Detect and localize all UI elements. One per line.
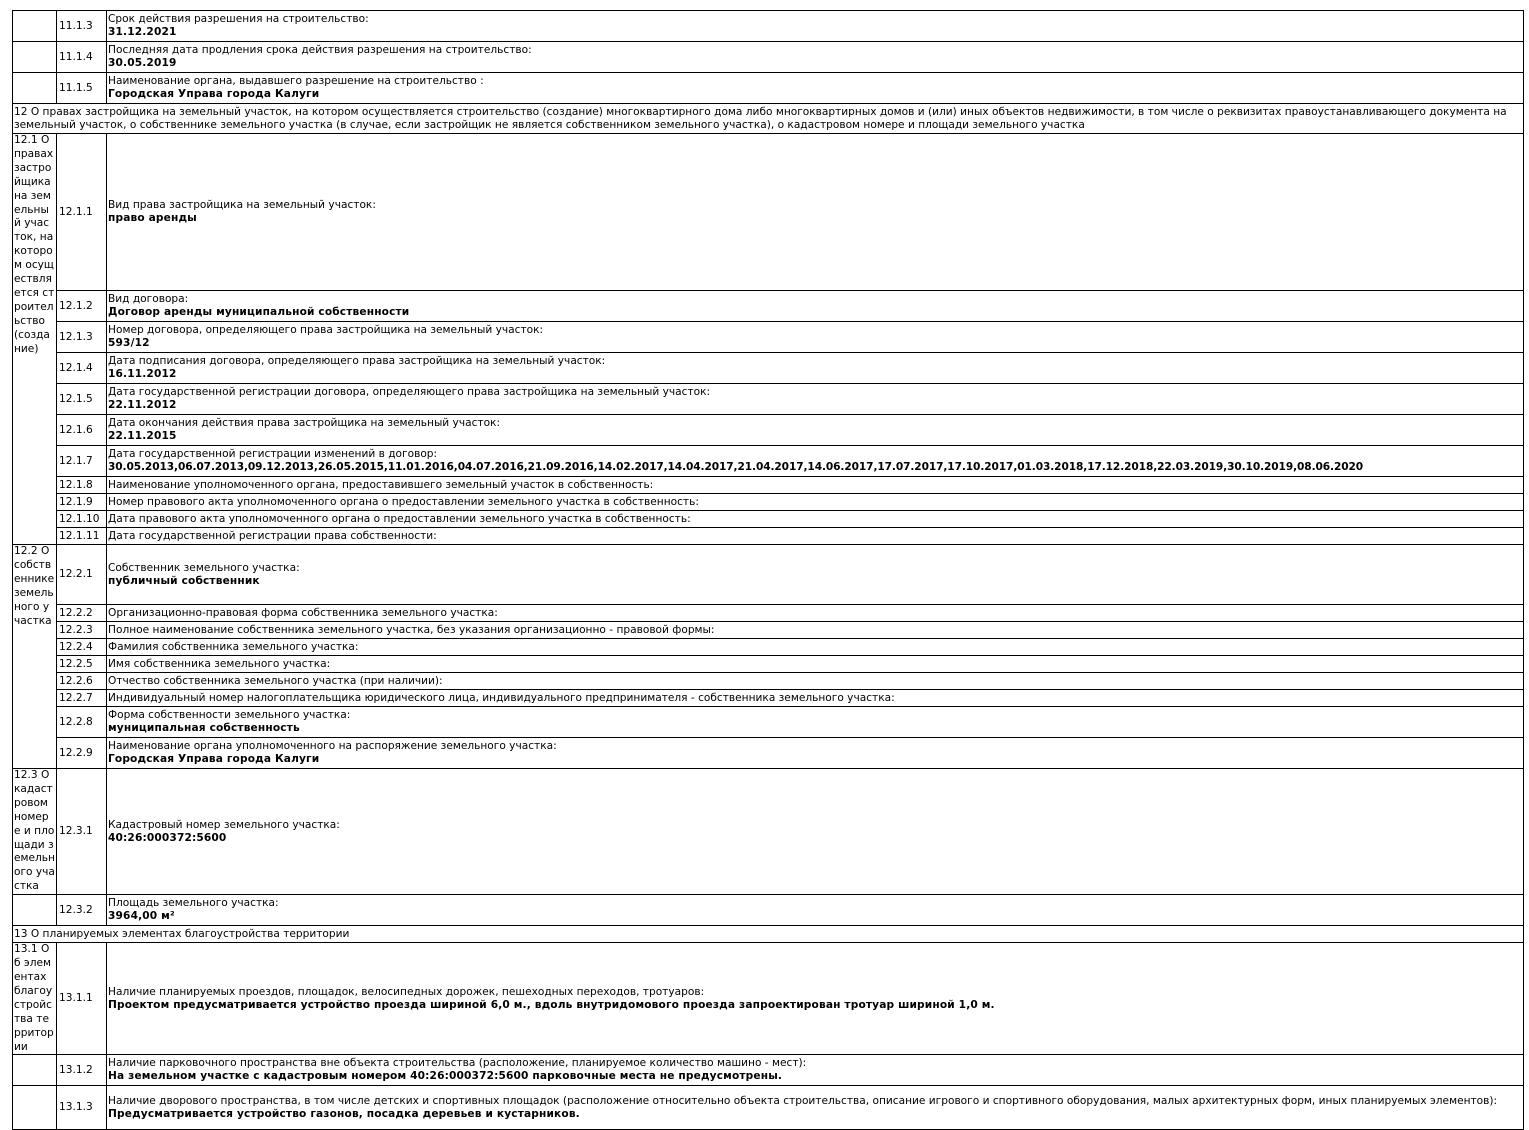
table-row: [13, 545, 1524, 605]
row-number: 12.1.11: [57, 528, 107, 545]
row-value: На земельном участке с кадастровым номером 40:26:000372:5600 парковочные места не предусмотрены.: [108, 1070, 783, 1083]
row-value: 31.12.2021: [108, 26, 177, 38]
row-number: 12.1.8: [57, 477, 107, 494]
row-value: Предусматривается устройство газонов, посадка деревьев и кустарников.: [108, 1107, 580, 1120]
table-row: [13, 707, 1524, 738]
section-row: [13, 926, 1524, 943]
row-label: Наименование органа, выдавшего разрешение на строительство :: [108, 75, 484, 87]
row-number: 13.1.2: [57, 1055, 107, 1086]
row-label: Индивидуальный номер налогоплательщика юридического лица, индивидуального предпринимателя - собственника земельного участка:: [108, 691, 895, 704]
row-number: 12.2.1: [57, 545, 107, 605]
row-value: муниципальная собственность: [108, 722, 300, 734]
section-13-heading: 13 О планируемых элементах благоустройства территории: [13, 926, 1524, 943]
row-label: Вид договора:: [108, 293, 189, 305]
table-row: [13, 690, 1524, 707]
row-value: 30.05.2019: [108, 57, 177, 69]
table-row: [13, 73, 1524, 104]
declaration-table: [12, 10, 1524, 1130]
row-number: 12.3.2: [57, 895, 107, 926]
row-label: Наличие дворового пространства, в том числе детских и спортивных площадок (расположение относительно объекта строительства, описание игрового и спортивного оборудования, малых архитектурных форм, иных планируемых элементов):: [108, 1094, 1498, 1107]
table-row: [13, 291, 1524, 322]
row-value: право аренды: [108, 212, 197, 224]
table-row: [13, 895, 1524, 926]
row-label: Собственник земельного участка:: [108, 561, 300, 574]
row-number: 12.1.3: [57, 322, 107, 353]
table-row: [13, 415, 1524, 446]
group-12-2-label: 12.2 О собственнике земельного участка: [13, 545, 57, 769]
row-value: 16.11.2012: [108, 368, 177, 380]
table-row: [13, 477, 1524, 494]
table-row: [13, 605, 1524, 622]
row-label: Дата государственной регистрации изменений в договор:: [108, 448, 438, 460]
row-label: Дата окончания действия права застройщика на земельный участок:: [108, 417, 501, 429]
row-number: 12.2.5: [57, 656, 107, 673]
row-number: 12.2.7: [57, 690, 107, 707]
row-label: Организационно-правовая форма собственника земельного участка:: [108, 606, 498, 619]
row-value: 593/12: [108, 337, 150, 349]
row-label: Последняя дата продления срока действия разрешения на строительство:: [108, 44, 532, 56]
row-value: публичный собственник: [108, 574, 260, 587]
table-row: [13, 656, 1524, 673]
table-row: [13, 769, 1524, 895]
group-12-3-label: 12.3 О кадастровом номере и площади земельного участка: [13, 769, 57, 895]
row-number: 12.2.3: [57, 622, 107, 639]
row-number: 12.1.6: [57, 415, 107, 446]
row-label: Кадастровый номер земельного участка:: [108, 818, 340, 831]
row-label: Полное наименование собственника земельного участка, без указания организационно - правовой формы:: [108, 623, 715, 636]
row-label: Наличие планируемых проездов, площадок, велосипедных дорожек, пешеходных переходов, тротуаров:: [108, 985, 705, 998]
table-row: [13, 322, 1524, 353]
row-number: 11.1.4: [57, 42, 107, 73]
row-number: 12.3.1: [57, 769, 107, 895]
row-label: Наименование органа уполномоченного на распоряжение земельного участка:: [108, 740, 557, 752]
row-number: 11.1.3: [57, 11, 107, 42]
row-number: 12.1.5: [57, 384, 107, 415]
table-row: [13, 528, 1524, 545]
section-row: [13, 104, 1524, 134]
row-label: Фамилия собственника земельного участка:: [108, 640, 359, 653]
row-number: 12.2.8: [57, 707, 107, 738]
row-label: Номер правового акта уполномоченного органа о предоставлении земельного участка в собственность:: [108, 495, 699, 508]
row-label: Имя собственника земельного участка:: [108, 657, 331, 670]
row-number: 12.1.7: [57, 446, 107, 477]
table-row: [13, 446, 1524, 477]
row-number: 11.1.5: [57, 73, 107, 104]
table-row: [13, 353, 1524, 384]
row-number: 13.1.3: [57, 1086, 107, 1130]
row-value: Проектом предусматривается устройство проезда шириной 6,0 м., вдоль внутридомового проезда запроектирован тротуар шириной 1,0 м.: [108, 998, 995, 1011]
table-row: [13, 639, 1524, 656]
table-row: [13, 511, 1524, 528]
row-number: 12.1.10: [57, 511, 107, 528]
table-row: [13, 1055, 1524, 1086]
row-number: 12.1.4: [57, 353, 107, 384]
row-value: 30.05.2013,06.07.2013,09.12.2013,26.05.2015,11.01.2016,04.07.2016,21.09.2016,14.02.2017,14.04.2017,21.04.2017,14.06.2017,17.07.2017,17.10.2017,01.03.2018,17.12.2018,22.03.2019,30.10.2019,08.06.2020: [108, 461, 1364, 473]
row-label: Форма собственности земельного участка:: [108, 709, 351, 721]
table-row: [13, 1086, 1524, 1130]
row-label: Наличие парковочного пространства вне объекта строительства (расположение, планируемое количество машино - мест):: [108, 1057, 807, 1070]
row-label: Дата правового акта уполномоченного органа о предоставлении земельного участка в собственность:: [108, 512, 691, 525]
row-number: 12.1.2: [57, 291, 107, 322]
group-12-1-label: 12.1 О правах застройщика на земельный участок, на котором осуществляется строительство (создание): [13, 134, 57, 545]
table-row: [13, 673, 1524, 690]
row-value: 22.11.2015: [108, 430, 177, 442]
group-13-1-label: 13.1 Об элементах благоустройства территории: [13, 943, 57, 1055]
row-label: Номер договора, определяющего права застройщика на земельный участок:: [108, 324, 544, 336]
row-label: Площадь земельного участка:: [108, 897, 279, 910]
row-number: 12.1.1: [57, 134, 107, 291]
table-row: [13, 943, 1524, 1055]
row-number: 12.1.9: [57, 494, 107, 511]
table-row: [13, 134, 1524, 291]
table-row: [13, 384, 1524, 415]
table-row: [13, 622, 1524, 639]
row-value: 40:26:000372:5600: [108, 831, 227, 844]
row-number: 12.2.2: [57, 605, 107, 622]
row-label: Наименование уполномоченного органа, предоставившего земельный участок в собственность:: [108, 478, 654, 491]
row-value: 3964,00 м²: [108, 910, 175, 923]
row-label: Отчество собственника земельного участка (при наличии):: [108, 674, 443, 687]
row-value: Городская Управа города Калуги: [108, 753, 320, 765]
table-row: [13, 42, 1524, 73]
row-value: Договор аренды муниципальной собственности: [108, 306, 410, 318]
row-label: Вид права застройщика на земельный участок:: [108, 199, 376, 211]
row-number: 12.2.4: [57, 639, 107, 656]
row-number: 13.1.1: [57, 943, 107, 1055]
row-label: Дата государственной регистрации права собственности:: [108, 529, 437, 542]
row-number: 12.2.9: [57, 738, 107, 769]
row-value: 22.11.2012: [108, 399, 177, 411]
row-value: Городская Управа города Калуги: [108, 88, 320, 100]
section-12-heading: 12 О правах застройщика на земельный участок, на котором осуществляется строительство (создание) многоквартирного дома либо многоквартирных домов и (или) иных объектов недвижимости, в том числе о реквизитах правоустанавливающего документа на земельный участок, о собственнике земельного участка (в случае, если застройщик не является собственником земельного участка), о кадастровом номере и площади земельного участка: [13, 104, 1524, 134]
row-label: Срок действия разрешения на строительство:: [108, 13, 369, 25]
table-row: [13, 11, 1524, 42]
row-label: Дата государственной регистрации договора, определяющего права застройщика на земельный участок:: [108, 386, 711, 398]
row-label: Дата подписания договора, определяющего права застройщика на земельный участок:: [108, 355, 606, 367]
table-row: [13, 738, 1524, 769]
row-number: 12.2.6: [57, 673, 107, 690]
table-row: [13, 494, 1524, 511]
